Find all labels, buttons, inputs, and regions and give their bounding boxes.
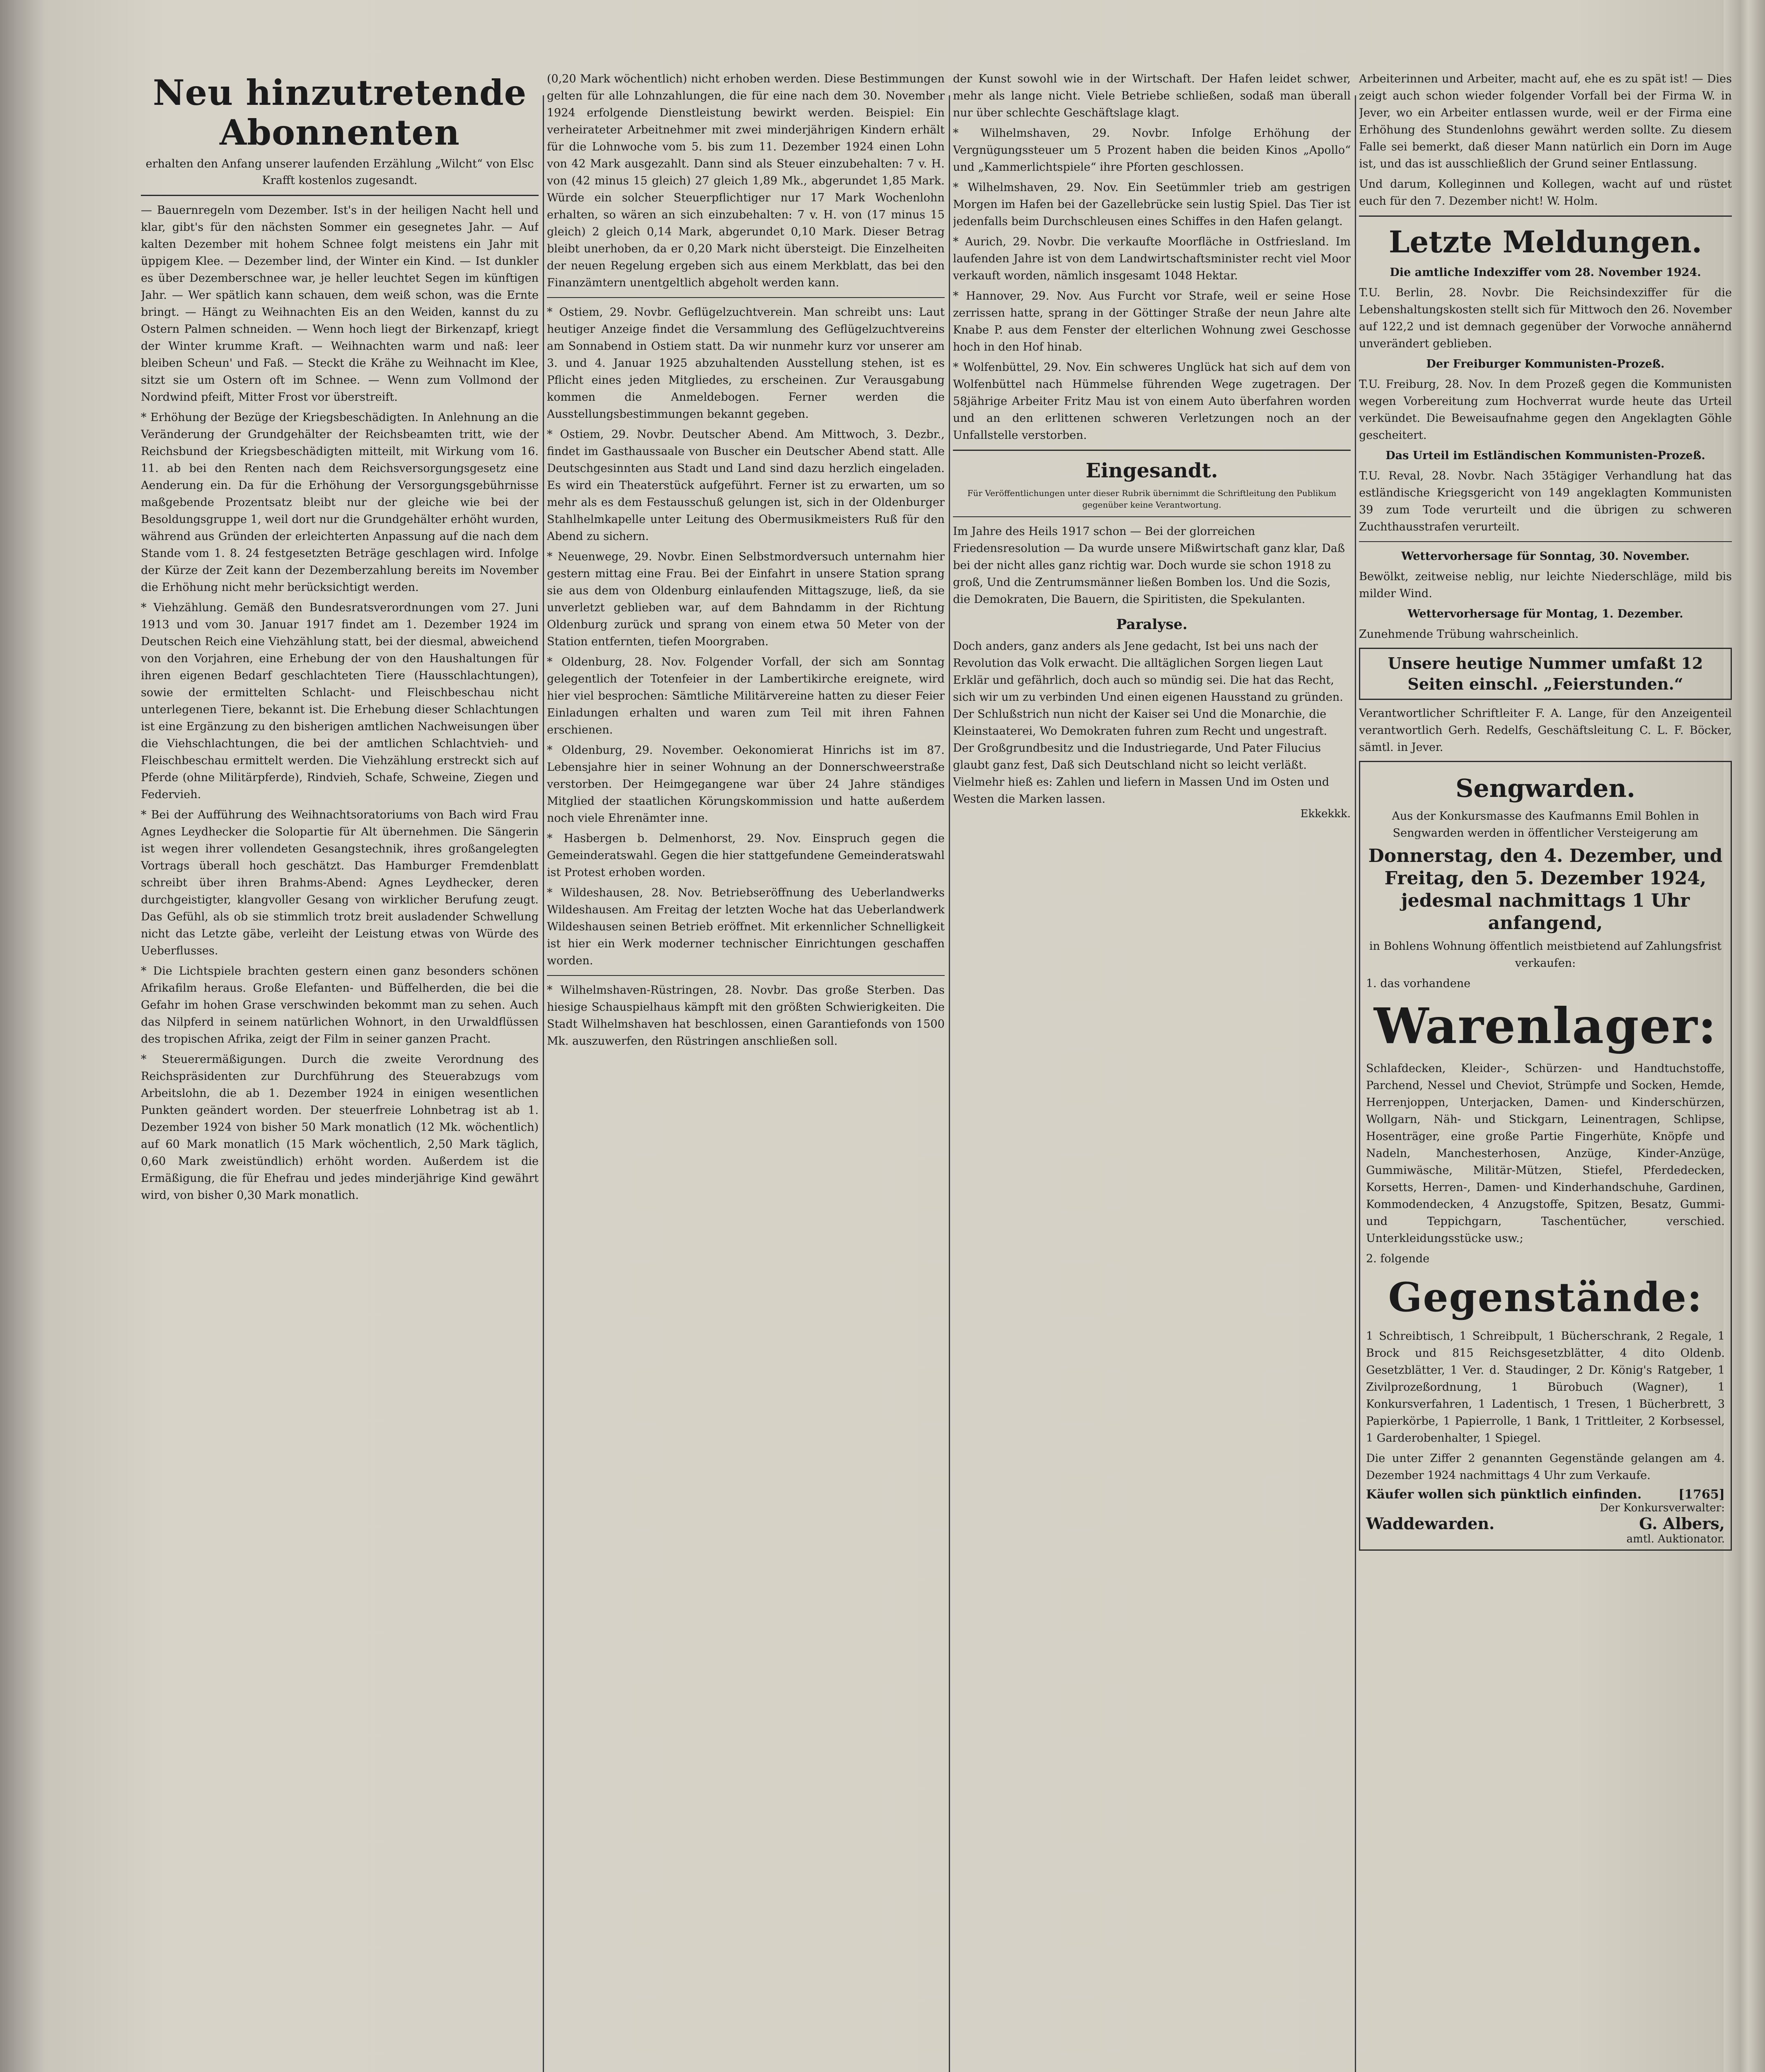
section-title-letzte-meldungen: Letzte Meldungen.	[1388, 224, 1702, 259]
ad-list: Schlafdecken, Kleider-, Schürzen- und Handtuchstoffe, Parchend, Nessel und Cheviot, Strümpfe und Socken, Hemde, Herrenjoppen, Unterjacken, Damen- und Kinderschürzen, Wollgarn, Näh- und Stickgarn, Leinentragen, Schlipse, Hosenträger, eine große Partie Fingerhüte, Knöpfe und Nadeln, Manchesterhosen, Anzüge, Kinder-Anzüge, Gummiwäsche, Militär-Mützen, Stiefel, Pferdedecken, Korsetts, Herren-, Damen- und Kinderhandschuhe, Gardinen, Kommodendecken, 4 Anzugstoffe, Spitzen, Besatz, Gummi- und Teppichgarn, Taschentücher, verschied. Unterkleidungsstücke usw.;	[1366, 1062, 1725, 1245]
weather-title: Wettervorhersage für Sonntag, 30. November.	[1401, 550, 1690, 563]
news-headline: Die amtliche Indexziffer vom 28. November 1924.	[1390, 266, 1701, 279]
ad-title: Sengwarden.	[1456, 774, 1635, 803]
ad-ref: [1765]	[1678, 1487, 1725, 1502]
column-2	[547, 70, 945, 2072]
signature: Ekkekkk.	[1300, 808, 1351, 820]
weather-text: Bewölkt, zeitweise neblig, nur leichte Niederschläge, mild bis milder Wind.	[1359, 570, 1732, 600]
article: * Viehzählung. Gemäß den Bundesratsverordnungen vom 27. Juni 1913 und vom 30. Januar 1917 findet am 1. Dezember 1924 im Deutschen Reich eine Viehzählung statt, bei der diesmal, abweichend von den Vorjahren, eine Erhebung der von den Haushaltungen für ihren eigenen Bedarf geschlachteten Tiere (Hausschlachtungen), sowie der ermittelten Schlacht- und Fleischbeschau nicht unterlegenen Tiere, bekannt ist. Die Erhebung dieser Schlachtungen ist eine Ergänzung zu den bisherigen amtlichen Nachweisungen über die Viehschlachtungen, die bei der amtlichen Schlachtvieh- und Fleischbeschau ermittelt werden. Die Viehzählung erstreckt sich auf Pferde (ohne Militärpferde), Rindvieh, Schafe, Schweine, Ziegen und Federvieh.	[141, 601, 539, 801]
article: * Ostiem, 29. Novbr. Deutscher Abend. Am Mittwoch, 3. Dezbr., findet im Gasthaussaale von Buscher ein Deutscher Abend statt. Alle Deutschgesinnten aus Stadt und Land sind dazu herzlich eingeladen. Es wird ein Theaterstück aufgeführt. Ferner ist zu erwarten, um so mehr als es dem Festausschuß gelungen ist, sich in der Oldenburger Stahlhelmkapelle unter Leitung des Obermusikmeisters Ruß für den Abend zu sichern.	[547, 428, 945, 543]
subscriber-header: Neu hinzutretende Abonnenten	[152, 72, 527, 153]
article: — Bauernregeln vom Dezember. Ist's in der heiligen Nacht hell und klar, gibt's für den nächsten Sommer ein gesegnetes Jahr. — Auf kalten Dezember mit hohem Schnee folgt meistens ein Jahr mit üppigem Klee. — Dezember lind, der Winter ein Kind. — Ist dunkler es über Dezemberschnee war, je heller leuchtet Segen im künftigen Jahr. — Wer spätlich kann schauen, dem weiß schon, was die Ernte bringt. — Hängt zu Weihnachten Eis an den Weiden, kannst du zu Ostern Palmen schneiden. — Wenn hoch liegt der Birkenzapf, kriegt der Winter krumme Kraft. — Weihnachten warm und naß: leer bleiben Scheun' und Faß. — Steckt die Krähe zu Weihnacht im Klee, sitzt sie um Ostern oft im Schnee. — Wenn zum Vollmond der Nordwind pfeift, Mitter Frost vor überstreift.	[141, 204, 539, 404]
column-1	[141, 70, 539, 2072]
newspaper-page	[120, 70, 1732, 2072]
issue-note: Unsere heutige Nummer umfaßt 12 Seiten einschl. „Feierstunden.“	[1388, 654, 1703, 693]
article: * Wilhelmshaven-Rüstringen, 28. Novbr. Das große Sterben. Das hiesige Schauspielhaus kämpft mit den größten Schwierigkeiten. Die Stadt Wilhelmshaven hat beschlossen, einen Garantiefonds von 1500 Mk. auszuwerfen, den Rüstringen anschließen soll.	[547, 984, 945, 1048]
auction-ad	[1359, 761, 1732, 1551]
subscriber-sub: erhalten den Anfang unserer laufenden Erzählung „Wilcht“ von Elsc Krafft kostenlos zugesandt.	[145, 157, 534, 187]
ad-buyers: Käufer wollen sich pünktlich einfinden.	[1366, 1487, 1642, 1502]
article: * Bei der Aufführung des Weihnachtsoratoriums von Bach wird Frau Agnes Leydhecker die Solopartie für Alt übernehmen. Die Sängerin ist wegen ihrer vollendeten Gesangstechnik, ihres großangelegten Vortrags überall hoch geschätzt. Das Hamburger Fremdenblatt schreibt über ihren Brahms-Abend: Agnes Leydhecker, deren durchgeistigter, klangvoller Gesang von wirklicher Berufung zeugt. Das Gefühl, als ob sie stimmlich trotz breit ausladender Schwellung nicht das Letzte gäbe, verleiht der Leistung etwas von Würde des Ueberflusses.	[141, 808, 539, 957]
divider	[547, 975, 945, 976]
divider	[547, 297, 945, 298]
article: * Aurich, 29. Novbr. Die verkaufte Moorfläche in Ostfriesland. Im laufenden Jahre ist von dem Landwirtschaftsminister recht viel Moor verkauft worden, nämlich insgesamt 1048 Hektar.	[953, 235, 1351, 282]
news-headline: Das Urteil im Estländischen Kommunisten-Prozeß.	[1385, 449, 1705, 462]
article: * Oldenburg, 28. Nov. Folgender Vorfall, der sich am Sonntag gelegentlich der Totenfeier in der Lambertikirche ereignete, wird hier viel besprochen: Sämtliche Militärvereine hatten zu dieser Feier Einladungen erhalten und waren zum Teil mit ihren Fahnen erschienen.	[547, 656, 945, 736]
article: * Hasbergen b. Delmenhorst, 29. Nov. Einspruch gegen die Gemeinderatswahl. Gegen die hier stattgefundene Gemeinderatswahl ist Protest erhoben worden.	[547, 832, 945, 879]
article: * Wolfenbüttel, 29. Nov. Ein schweres Unglück hat sich auf dem von Wolfenbüttel nach Hümmelse führenden Wege zugetragen. Der 58jährige Arbeiter Fritz Mau ist von einem Auto überfahren worden und an den erlittenen schweren Verletzungen noch an der Unfallstelle verstorben.	[953, 361, 1351, 442]
news-item: T.U. Freiburg, 28. Nov. In dem Prozeß gegen die Kommunisten wegen Vorbereitung zum Hochverrat wurde heute das Urteil verkündet. Die Beweisaufnahme gegen den Angeklagten Göhle gescheitert.	[1359, 378, 1732, 442]
article: * Wilhelmshaven, 29. Novbr. Infolge Erhöhung der Vergnügungssteuer um 5 Prozent haben die beiden Kinos „Apollo“ und „Kammerlichtspiele“ ihre Pforten geschlossen.	[953, 127, 1351, 174]
divider	[1359, 215, 1732, 217]
article: * Neuenwege, 29. Novbr. Einen Selbstmordversuch unternahm hier gestern mittag eine Frau. Bei der Einfahrt in unsere Station sprang sie aus dem von Oldenburg einlaufenden Mittagszuge, ließ, da sie unverletzt geblieben war, auf dem Bahndamm in der Richtung Oldenburg zurück und sprang von einem etwa 50 Meter von der Station entfernten, tiefen Moorgraben.	[547, 550, 945, 648]
article: * Wildeshausen, 28. Nov. Betriebseröffnung des Ueberlandwerks Wildeshausen. Am Freitag der letzten Woche hat das Ueberlandwerk Wildeshausen seinen Betrieb eröffnet. Mit erkennlicher Schnelligkeit ist hier ein Werk moderner technischer Einrichtungen geschaffen worden.	[547, 886, 945, 967]
column-rule	[949, 95, 950, 2072]
weather-text: Zunehmende Trübung wahrscheinlich.	[1359, 628, 1579, 641]
ad-place: Waddewarden.	[1366, 1514, 1495, 1533]
ad-heading: Gegenstände:	[1388, 1274, 1703, 1321]
divider	[953, 516, 1351, 517]
article: * Ostiem, 29. Novbr. Geflügelzuchtverein. Man schreibt uns: Laut heutiger Anzeige findet die Versammlung des Geflügelzuchtvereins am Sonnabend in Ostiem statt. Da wir nunmehr kurz vor unserer am 3. und 4. Januar 1925 abzuhaltenden Ausstellung stehen, ist es Pflicht eines jeden Mitgliedes, zu erscheinen. Zur Verausgabung kommen die Anmeldebogen. Ferner werden die Ausstellungsbestimmungen bekannt gegeben.	[547, 306, 945, 421]
ad-dates: Donnerstag, den 4. Dezember, und Freitag, den 5. Dezember 1924, jedesmal nachmittags 1 Uhr anfangend,	[1368, 845, 1723, 934]
article: * Steuerermäßigungen. Durch die zweite Verordnung des Reichspräsidenten zur Durchführung des Steuerabzugs vom Arbeitslohn, die ab 1. Dezember 1924 in einigen wesentlichen Punkten geändert worden. Der steuerfreie Lohnbetrag ist ab 1. Dezember 1924 von bisher 50 Mark monatlich (12 Mk. wöchentlich) auf 60 Mark monatlich (15 Mark wöchentlich, 2,50 Mark täglich, 0,60 Mark zweistündlich) erhöht worden. Außerdem ist die Ermäßigung, die für Ehefrau und jedes minderjährige Kind gewährt wird, von bisher 0,30 Mark monatlich.	[141, 1053, 539, 1202]
divider	[141, 195, 539, 196]
ad-list: 1 Schreibtisch, 1 Schreibpult, 1 Bücherschrank, 2 Regale, 1 Brock und 815 Reichsgesetzblätter, 4 dito Oldenb. Gesetzblätter, 1 Ver. d. Staudinger, 2 Dr. König's Ratgeber, 1 Zivilprozeßordnung, 1 Bürobuch (Wagner), 1 Konkursverfahren, 1 Ladentisch, 1 Tresen, 1 Bücherbrett, 3 Papierkörbe, 1 Papierrolle, 1 Bank, 1 Trittleiter, 2 Korbsessel, 1 Garderobenhalter, 1 Spiegel.	[1366, 1330, 1725, 1445]
divider	[1359, 541, 1732, 542]
article: * Die Lichtspiele brachten gestern einen ganz besonders schönen Afrikafilm heraus. Große Elefanten- und Büffelherden, die bei die Gefahr im hohen Grase verschwinden bekommt man zu sehen. Auch das Nilpferd in seinem natürlichen Wohnort, in den Urwaldflüssen des tropischen Afrika, zeigt der Film in seiner ganzen Pracht.	[141, 965, 539, 1046]
article: * Hannover, 29. Nov. Aus Furcht vor Strafe, weil er seine Hose zerrissen hatte, sprang in der Göttinger Straße der neun Jahre alte Knabe P. aus dem Fenster der elterlichen Wohnung zwei Geschosse hoch in den Hof hinab.	[953, 290, 1351, 353]
column-4	[1359, 70, 1732, 2072]
ad-name: G. Albers,	[1639, 1514, 1725, 1533]
ad-role: amtl. Auktionator.	[1626, 1533, 1725, 1545]
article: Und darum, Kolleginnen und Kollegen, wacht auf und rüstet euch für den 7. Dezember nicht! W. Holm.	[1359, 178, 1732, 208]
section-title-eingesandt: Eingesandt.	[1086, 459, 1218, 482]
ad-footer-1	[1366, 1487, 1725, 1502]
column-rule	[1355, 95, 1356, 2072]
article: * Wilhelmshaven, 29. Nov. Ein Seetümmler trieb am gestrigen Morgen im Hafen bei der Gazellebrücke sein lustig Spiel. Das Tier ist jedenfalls beim Durchschleusen eines Schiffes in den Hafen gelangt.	[953, 181, 1351, 228]
disclaimer: Für Veröffentlichungen unter dieser Rubrik übernimmt die Schriftleitung den Publikum gegenüber keine Verantwortung.	[967, 488, 1337, 510]
article: * Oldenburg, 29. November. Oekonomierat Hinrichs ist im 87. Lebensjahre hier in seiner Wohnung an der Donnerschweerstraße verstorben. Der Heimgegangene war über 24 Jahre ständiges Mitglied der staatlichen Körungskommission und hatte außerdem noch viele Ehrenämter inne.	[547, 744, 945, 825]
ad-admin: Der Konkursverwalter:	[1600, 1502, 1725, 1514]
poem-text: Doch anders, ganz anders als Jene gedacht, Ist bei uns nach der Revolution das Volk erwacht. Die alltäglichen Sorgen liegen Laut Erklär und gefährlich, doch auch so mündig sei. Die hat das Recht, sich wir um zu verbinden Und einen eigenen Hausstand zu gründen. Der Schlußstrich nun nicht der Kaiser sei Und die Monarchie, die Kleinstaaterei, Wo Demokraten fuhren zum Recht und ungestraft. Der Großgrundbesitz und die Industriegarde, Und Pater Filucius glaubt ganz fest, Daß sich Deutschland nicht so leicht verläßt. Vielmehr hieß es: Zahlen und liefern in Massen Und im Osten und Westen die Marken lassen.	[953, 640, 1343, 806]
article: der Kunst sowohl wie in der Wirtschaft. Der Hafen leidet schwer, mehr als lange nicht. Viele Betriebe schließen, sodaß man überall nur über schlechte Geschäftslage klagt.	[953, 73, 1351, 119]
news-item: T.U. Reval, 28. Novbr. Nach 35tägiger Verhandlung hat das estländische Kriegsgericht von 149 angeklagten Kommunisten 39 zum Tode verurteilt und die übrigen zu schweren Zuchthausstrafen verurteilt.	[1359, 470, 1732, 533]
ad-note: Die unter Ziffer 2 genannten Gegenstände gelangen am 4. Dezember 1924 nachmittags 4 Uhr zum Verkaufe.	[1366, 1452, 1725, 1482]
poem-title: Paralyse.	[1116, 616, 1187, 633]
ad-item: 2. folgende	[1366, 1252, 1430, 1265]
ad-item: 1. das vorhandene	[1366, 977, 1471, 990]
news-headline: Der Freiburger Kommunisten-Prozeß.	[1426, 358, 1665, 370]
news-item: T.U. Berlin, 28. Novbr. Die Reichsindexziffer für die Lebenshaltungskosten stellt sich für Mittwoch den 26. November auf 122,2 und ist demnach gegenüber der Vorwoche annähernd unverändert geblieben.	[1359, 286, 1732, 350]
ad-footer-2	[1366, 1514, 1725, 1533]
column-rule	[543, 95, 544, 2072]
poem-text: Im Jahre des Heils 1917 schon — Bei der glorreichen Friedensresolution — Da wurde unsere Mißwirtschaft ganz klar, Daß bei der nicht alles ganz richtig war. Doch wurde sie schon 1918 zu groß, Und die Zentrumsmänner ließen Bomben los. Und die Sozis, die Demokraten, Die Bauern, die Spiritisten, die Spekulanten.	[953, 525, 1345, 606]
ad-where: in Bohlens Wohnung öffentlich meistbietend auf Zahlungsfrist verkaufen:	[1369, 940, 1722, 970]
ad-intro: Aus der Konkursmasse des Kaufmanns Emil Bohlen in Sengwarden werden in öffentlicher Versteigerung am	[1392, 810, 1699, 840]
article: (0,20 Mark wöchentlich) nicht erhoben werden. Diese Bestimmungen gelten für alle Lohnzahlungen, die für eine nach dem 30. November 1924 erfolgende Dienstleistung bewirkt werden. Beispiel: Ein verheirateter Arbeitnehmer mit zwei minderjährigen Kindern erhält für die Lohnwoche vom 5. bis zum 11. Dezember 1924 einen Lohn von 42 Mark ausgezahlt. Dann sind als Steuer einzubehalten: 7 v. H. von (42 minus 15 gleich) 27 gleich 1,89 Mk., abgerundet 1,85 Mark. Würde ein solcher Steuerpflichtiger nur 17 Mark Wochenlohn erhalten, so wären an sich einzubehalten: 7 v. H. von (17 minus 15 gleich) 2 gleich 0,14 Mark, abgerundet 0,10 Mark. Dieser Betrag bleibt unerhoben, da er 0,20 Mark nicht übersteigt. Die Einzelheiten der neuen Regelung ergeben sich aus einem Merkblatt, das bei den Finanzämtern unentgeltlich abgeholt werden kann.	[547, 73, 945, 289]
divider	[953, 450, 1351, 451]
article: * Erhöhung der Bezüge der Kriegsbeschädigten. In Anlehnung an die Veränderung der Grundgehälter der Reichsbeamten tritt, wie der Reichsbund der Kriegsbeschädigten mitteilt, mit Wirkung vom 16. 11. ab bei den Renten nach dem Reichsversorgungsgesetz eine Aenderung ein. Da für die Erhöhung der Versorgungsgebührnisse maßgebende Prozentsatz bleibt nur der gleiche wie bei der Besoldungsgruppe 1, weil dort nur die Grundgehälter erhöht wurden, während aus Gründen der erleichterten Anpassung auf die nach dem Stande vom 1. 8. 24 festgesetzten Beträge geschlagen wird. Infolge der Kürze der Zeit kann der Dezemberzahlung bereits im November die Erhöhung nicht mehr berücksichtigt werden.	[141, 411, 539, 594]
article: Arbeiterinnen und Arbeiter, macht auf, ehe es zu spät ist! — Dies zeigt auch schon wieder folgender Vorfall bei der Firma W. in Jever, wo ein Arbeiter entlassen wurde, weil er der Firma eine Erhöhung des Stundenlohns gewährt werden sollte. Zu diesem Falle sei bemerkt, daß dieser Mann natürlich ein Dorn im Auge ist, und das ist ausschließlich der Grund seiner Entlassung.	[1359, 73, 1732, 170]
ad-heading: Warenlager:	[1373, 997, 1717, 1055]
weather-title: Wettervorhersage für Montag, 1. Dezember.	[1407, 608, 1683, 620]
issue-note-box	[1359, 648, 1732, 700]
column-3	[953, 70, 1351, 2072]
imprint: Verantwortlicher Schriftleiter F. A. Lange, für den Anzeigenteil verantwortlich Gerh. Redelfs, Geschäftsleitung C. L. F. Böcker, sämtl. in Jever.	[1359, 707, 1732, 754]
